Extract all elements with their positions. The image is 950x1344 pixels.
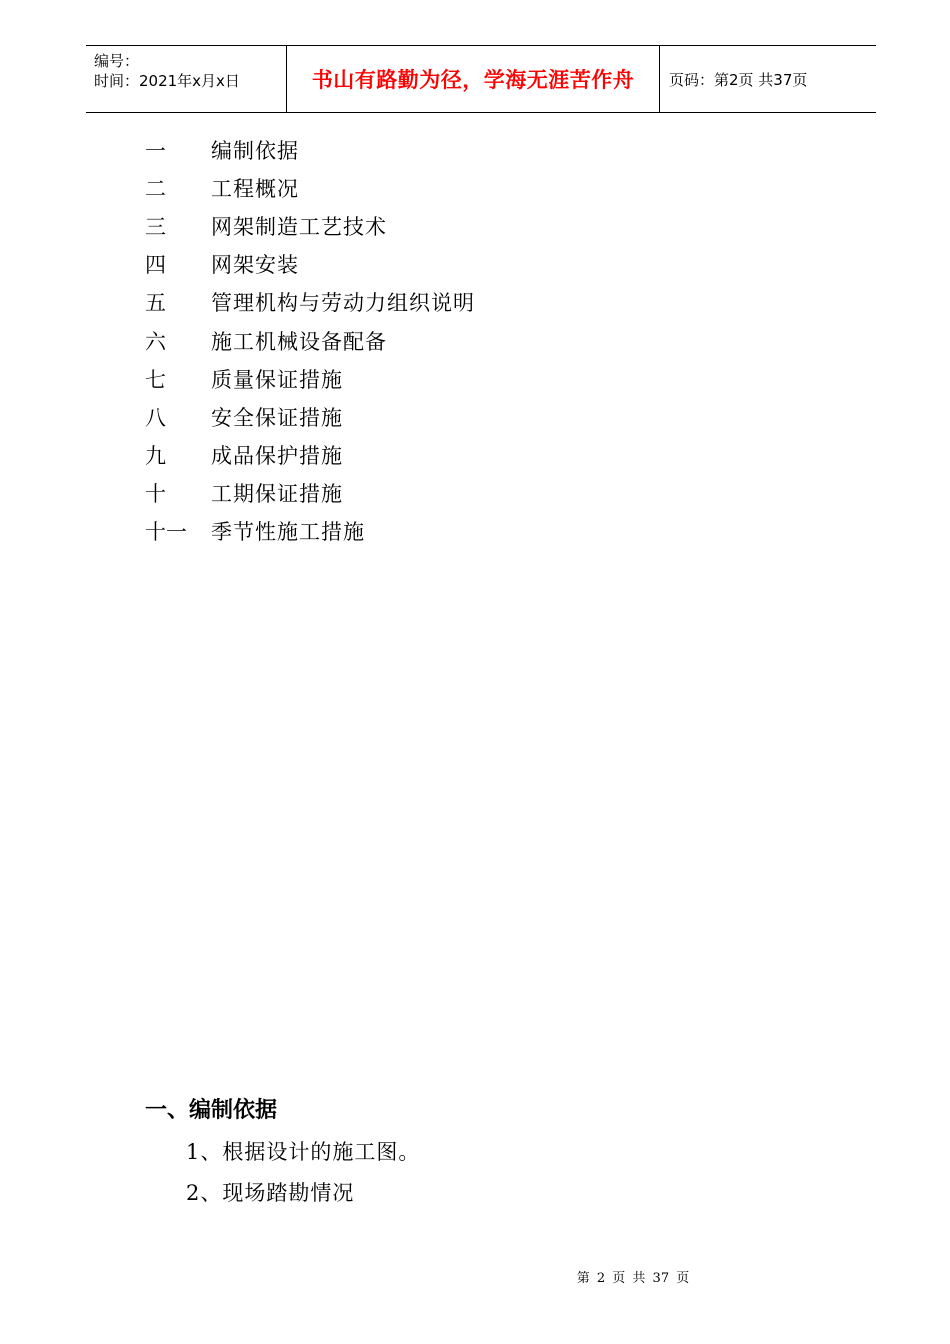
toc-number: 一	[145, 139, 166, 164]
toc-item[interactable]	[145, 360, 475, 398]
toc-title: 季节性施工措施	[211, 519, 365, 544]
section-paragraph: 2、现场踏勘情况	[186, 1181, 355, 1205]
header-meta	[86, 46, 287, 112]
toc-title: 工期保证措施	[211, 481, 343, 506]
toc-item[interactable]	[145, 474, 475, 512]
page-footer: 第 2 页 共 37 页	[576, 1271, 690, 1286]
toc-number: 六	[145, 329, 166, 354]
toc-number: 四	[145, 253, 166, 278]
section-paragraph: 1、根据设计的施工图。	[186, 1140, 421, 1164]
toc-item[interactable]	[145, 398, 475, 436]
toc-number: 五	[145, 291, 166, 316]
toc-item[interactable]	[145, 245, 475, 283]
toc-item[interactable]	[145, 283, 475, 321]
header-motto: 书山有路勤为径，学海无涯苦作舟	[287, 46, 660, 112]
toc-number: 八	[145, 405, 166, 430]
toc-item[interactable]	[145, 512, 475, 550]
toc-number: 十	[145, 481, 166, 506]
toc-number: 十一	[145, 519, 187, 544]
toc-item[interactable]	[145, 436, 475, 474]
section-heading: 一、编制依据	[145, 1098, 278, 1123]
toc-title: 编制依据	[211, 139, 299, 164]
toc-title: 网架安装	[211, 253, 299, 278]
toc-title: 安全保证措施	[211, 405, 343, 430]
time-label: 时间：2021年x月x日	[94, 72, 240, 90]
toc-item[interactable]	[145, 169, 475, 207]
toc-item[interactable]	[145, 131, 475, 169]
header-page-info: 页码：第2页 共37页	[669, 70, 808, 89]
toc-title: 管理机构与劳动力组织说明	[211, 291, 475, 316]
toc-item[interactable]	[145, 207, 475, 245]
toc-number: 七	[145, 367, 166, 392]
table-of-contents	[145, 131, 475, 550]
number-label: 编号：	[94, 52, 140, 70]
toc-title: 质量保证措施	[211, 367, 343, 392]
toc-title: 成品保护措施	[211, 443, 343, 468]
toc-title: 施工机械设备配备	[211, 329, 387, 354]
toc-number: 二	[145, 177, 166, 202]
page-header	[86, 45, 876, 113]
toc-number: 九	[145, 443, 166, 468]
toc-item[interactable]	[145, 321, 475, 359]
toc-title: 工程概况	[211, 177, 299, 202]
toc-number: 三	[145, 215, 166, 240]
toc-title: 网架制造工艺技术	[211, 215, 387, 240]
